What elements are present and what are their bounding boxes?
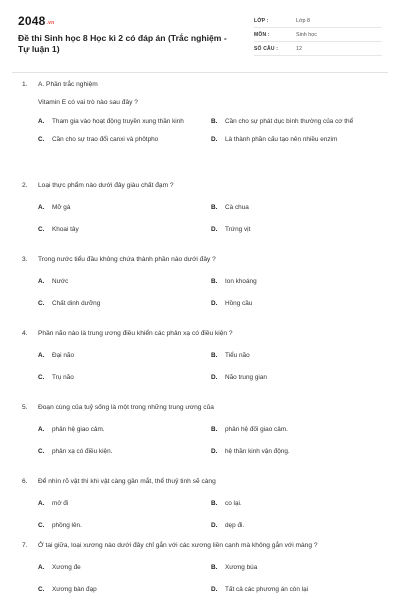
option-letter: B. [211, 500, 218, 507]
option-text: Cần cho sự phát dục bình thường của cơ thể [225, 118, 354, 125]
answer-option-b[interactable] [211, 425, 384, 434]
meta-row-question-count [254, 42, 382, 56]
option-letter: C. [38, 586, 45, 593]
option-letter: A. [38, 500, 45, 507]
meta-value: 12 [296, 45, 302, 52]
option-letter: C. [38, 136, 45, 143]
option-text: dẹp đi. [225, 522, 245, 529]
answer-option-a[interactable] [38, 425, 211, 434]
option-text: phân hệ đối giao cảm. [225, 426, 288, 433]
option-text: Cà chua [225, 204, 249, 211]
option-letter: D. [211, 300, 218, 307]
option-text: Trụ não [52, 374, 74, 381]
answer-options [38, 425, 378, 456]
option-letter: A. [38, 352, 45, 359]
answer-option-d[interactable] [211, 373, 384, 382]
meta-row-subject [254, 28, 382, 42]
answer-option-b[interactable] [211, 499, 384, 508]
meta-label: MÔN : [254, 31, 270, 38]
question-text: Ở tai giữa, loại xương nào dưới đây chỉ gắn với các xương liền cạnh mà không gắn với màng ? [38, 542, 318, 549]
answer-option-d[interactable] [211, 135, 384, 144]
option-letter: D. [211, 374, 218, 381]
answer-option-d[interactable] [211, 447, 384, 456]
exam-meta-table [254, 14, 382, 56]
answer-option-d[interactable] [211, 585, 384, 594]
option-letter: C. [38, 226, 45, 233]
option-letter: B. [211, 352, 218, 359]
answer-option-c[interactable] [38, 447, 211, 456]
question-text: Loại thực phẩm nào dưới đây giàu chất đạm ? [38, 182, 174, 189]
question-6 [22, 477, 378, 530]
meta-row-class [254, 14, 382, 28]
question-5 [22, 403, 378, 456]
option-text: Chất dinh dưỡng [52, 300, 101, 307]
option-letter: A. [38, 426, 45, 433]
answer-option-a[interactable] [38, 563, 211, 572]
option-text: Mỡ gà [52, 204, 71, 211]
answer-option-d[interactable] [211, 225, 384, 234]
option-text: hệ thần kinh vận động. [225, 448, 290, 455]
answer-option-b[interactable] [211, 203, 384, 212]
option-text: Não trung gian [225, 374, 267, 381]
meta-value: Lớp 8 [296, 17, 311, 24]
document-title: Đề thi Sinh học 8 Học kì 2 có đáp án (Trắc nghiệm - Tự luận 1) [18, 33, 227, 54]
option-letter: D. [211, 448, 218, 455]
question-number: 7. [22, 542, 28, 549]
option-letter: C. [38, 522, 45, 529]
question-number: 1. [22, 81, 28, 88]
question-line [22, 403, 378, 412]
answer-option-a[interactable] [38, 117, 211, 126]
option-letter: C. [38, 300, 45, 307]
option-text: Tham gia vào hoạt động truyền xung thần kinh [52, 118, 184, 125]
answer-options [38, 277, 378, 308]
question-2 [22, 181, 378, 234]
question-text: Phần não nào là trung ương điều khiển các phản xạ có điều kiện ? [38, 330, 233, 337]
question-text: A. Phần trắc nghiệm [38, 81, 98, 88]
logo-text: 2048 [18, 14, 46, 28]
answer-options [38, 203, 378, 234]
option-letter: D. [211, 586, 218, 593]
option-letter: B. [211, 204, 218, 211]
option-text: co lại. [225, 500, 242, 507]
question-number: 6. [22, 478, 28, 485]
question-text: Đoạn cùng của tuỷ sống là một trong những trung ương của [38, 404, 214, 411]
option-text: phản xạ có điều kiện. [52, 448, 113, 455]
option-letter: A. [38, 118, 45, 125]
question-line [22, 181, 378, 190]
option-letter: D. [211, 522, 218, 529]
option-text: Hồng cầu [225, 300, 253, 307]
page-header [18, 14, 382, 66]
option-text: Xương bàn đạp [52, 586, 97, 593]
answer-options [38, 351, 378, 382]
answer-options [38, 499, 378, 530]
question-text: Trong nước tiểu đầu không chứa thành phần nào dưới đây ? [38, 256, 216, 263]
answer-option-c[interactable] [38, 373, 211, 382]
question-line [22, 477, 378, 486]
question-number: 5. [22, 404, 28, 411]
option-letter: B. [211, 426, 218, 433]
meta-label: LỚP : [254, 17, 269, 24]
question-4 [22, 329, 378, 382]
option-letter: A. [38, 564, 45, 571]
question-number: 4. [22, 330, 28, 337]
logo-suffix: .vn [46, 20, 55, 26]
answer-option-c[interactable] [38, 135, 211, 144]
option-letter: B. [211, 564, 218, 571]
option-text: Tiểu não [225, 352, 250, 359]
answer-option-d[interactable] [211, 299, 384, 308]
option-text: Xương đe [52, 564, 81, 571]
question-1 [22, 80, 378, 144]
header-divider [12, 72, 388, 73]
option-text: Đại não [52, 352, 75, 359]
answer-option-b[interactable] [211, 563, 384, 572]
site-logo[interactable] [18, 14, 54, 28]
question-line [22, 255, 378, 264]
answer-option-a[interactable] [38, 277, 211, 286]
option-text: Xương búa [225, 564, 258, 571]
answer-option-c[interactable] [38, 299, 211, 308]
answer-option-b[interactable] [211, 117, 384, 126]
question-line [22, 329, 378, 338]
option-letter: B. [211, 278, 218, 285]
question-text: Để nhìn rõ vật thì khi vật càng gần mắt, thể thuỷ tinh sẽ càng [38, 478, 216, 485]
option-letter: A. [38, 204, 45, 211]
answer-option-c[interactable] [38, 521, 211, 530]
meta-value: Sinh học [296, 31, 317, 38]
meta-label: SỐ CÂU : [254, 45, 279, 52]
answer-option-b[interactable] [211, 277, 384, 286]
option-letter: D. [211, 136, 218, 143]
option-text: phân hệ giao cảm. [52, 426, 105, 433]
answer-option-a[interactable] [38, 203, 211, 212]
question-prompt: Vitamin E có vai trò nào sau đây ? [38, 99, 138, 106]
answer-options [38, 563, 378, 594]
option-letter: C. [38, 374, 45, 381]
answer-option-c[interactable] [38, 225, 211, 234]
option-text: Ion khoáng [225, 278, 257, 285]
option-text: Tất cả các phương án còn lại [225, 586, 309, 593]
option-text: Cần cho sự trao đổi canxi và phôtpho [52, 136, 159, 143]
answer-options [38, 117, 378, 144]
answer-option-d[interactable] [211, 521, 384, 530]
option-letter: C. [38, 448, 45, 455]
answer-option-c[interactable] [38, 585, 211, 594]
option-letter: D. [211, 226, 218, 233]
question-3 [22, 255, 378, 308]
question-line [22, 80, 378, 89]
option-text: Nước [52, 278, 69, 285]
option-text: mở đi [52, 500, 69, 507]
option-text: Là thành phần cấu tạo nên nhiều enzim [225, 136, 338, 143]
answer-option-a[interactable] [38, 351, 211, 360]
question-number: 2. [22, 182, 28, 189]
option-letter: A. [38, 278, 45, 285]
option-letter: B. [211, 118, 218, 125]
answer-option-a[interactable] [38, 499, 211, 508]
question-7 [22, 541, 378, 594]
option-text: phồng lên. [52, 522, 82, 529]
question-line [22, 541, 378, 550]
question-number: 3. [22, 256, 28, 263]
answer-option-b[interactable] [211, 351, 384, 360]
option-text: Khoai tây [52, 226, 79, 233]
option-text: Trứng vịt [225, 226, 251, 233]
